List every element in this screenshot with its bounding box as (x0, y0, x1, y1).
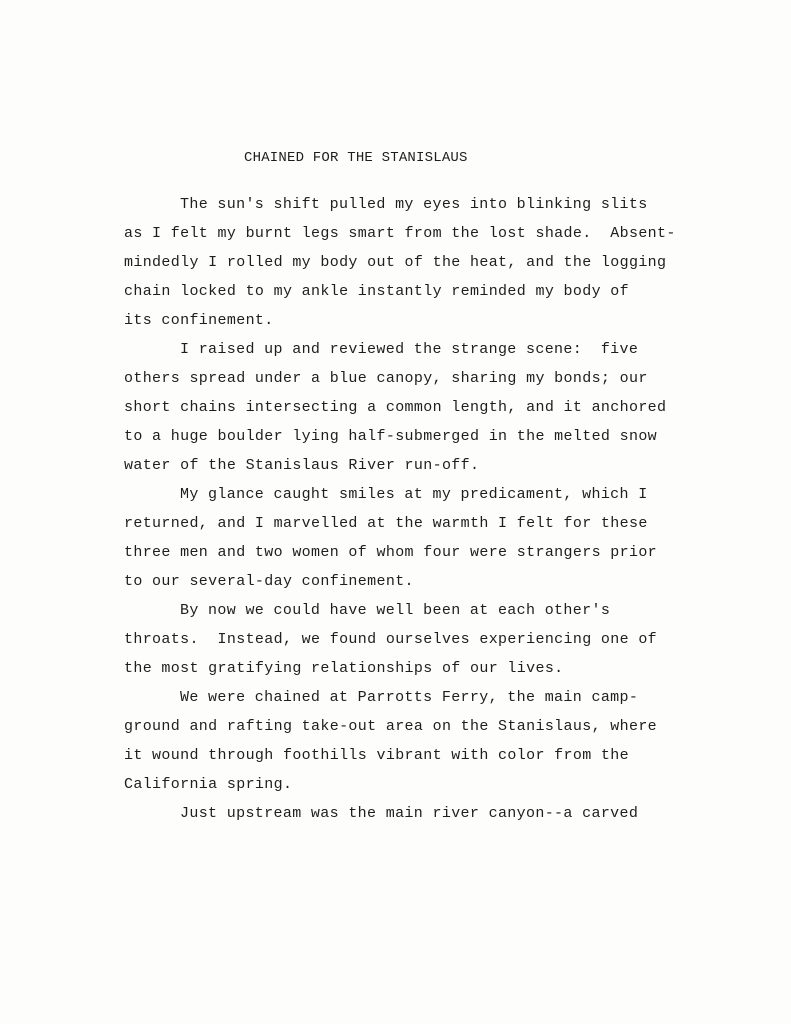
text-line: We were chained at Parrotts Ferry, the main camp- (180, 689, 639, 706)
text-line: as I felt my burnt legs smart from the lost shade. Absent- (124, 225, 676, 242)
text-line: three men and two women of whom four were strangers prior (124, 544, 658, 561)
text-line: Just upstream was the main river canyon--a carved (180, 805, 639, 822)
text-line: ground and rafting take-out area on the Stanislaus, where (124, 718, 658, 735)
text-line: it wound through foothills vibrant with color from the (124, 747, 629, 764)
text-line: the most gratifying relationships of our lives. (124, 660, 564, 677)
text-line: By now we could have well been at each other's (180, 602, 611, 619)
text-line: short chains intersecting a common length, and it anchored (124, 399, 667, 416)
text-line: I raised up and reviewed the strange scene: five (180, 341, 639, 358)
text-line: returned, and I marvelled at the warmth I felt for these (124, 515, 648, 532)
text-line: to a huge boulder lying half-submerged in the melted snow (124, 428, 658, 445)
text-line: water of the Stanislaus River run-off. (124, 457, 480, 474)
text-line: chain locked to my ankle instantly reminded my body of (124, 283, 629, 300)
text-line: to our several-day confinement. (124, 573, 414, 590)
text-line: The sun's shift pulled my eyes into blinking slits (180, 196, 648, 213)
document-body (124, 190, 684, 828)
text-line: its confinement. (124, 312, 274, 329)
document-title: CHAINED FOR THE STANISLAUS (244, 150, 468, 166)
text-line: My glance caught smiles at my predicament, which I (180, 486, 648, 503)
text-line: others spread under a blue canopy, sharing my bonds; our (124, 370, 648, 387)
text-line: throats. Instead, we found ourselves experiencing one of (124, 631, 658, 648)
text-line: mindedly I rolled my body out of the heat, and the logging (124, 254, 667, 271)
text-line: California spring. (124, 776, 293, 793)
